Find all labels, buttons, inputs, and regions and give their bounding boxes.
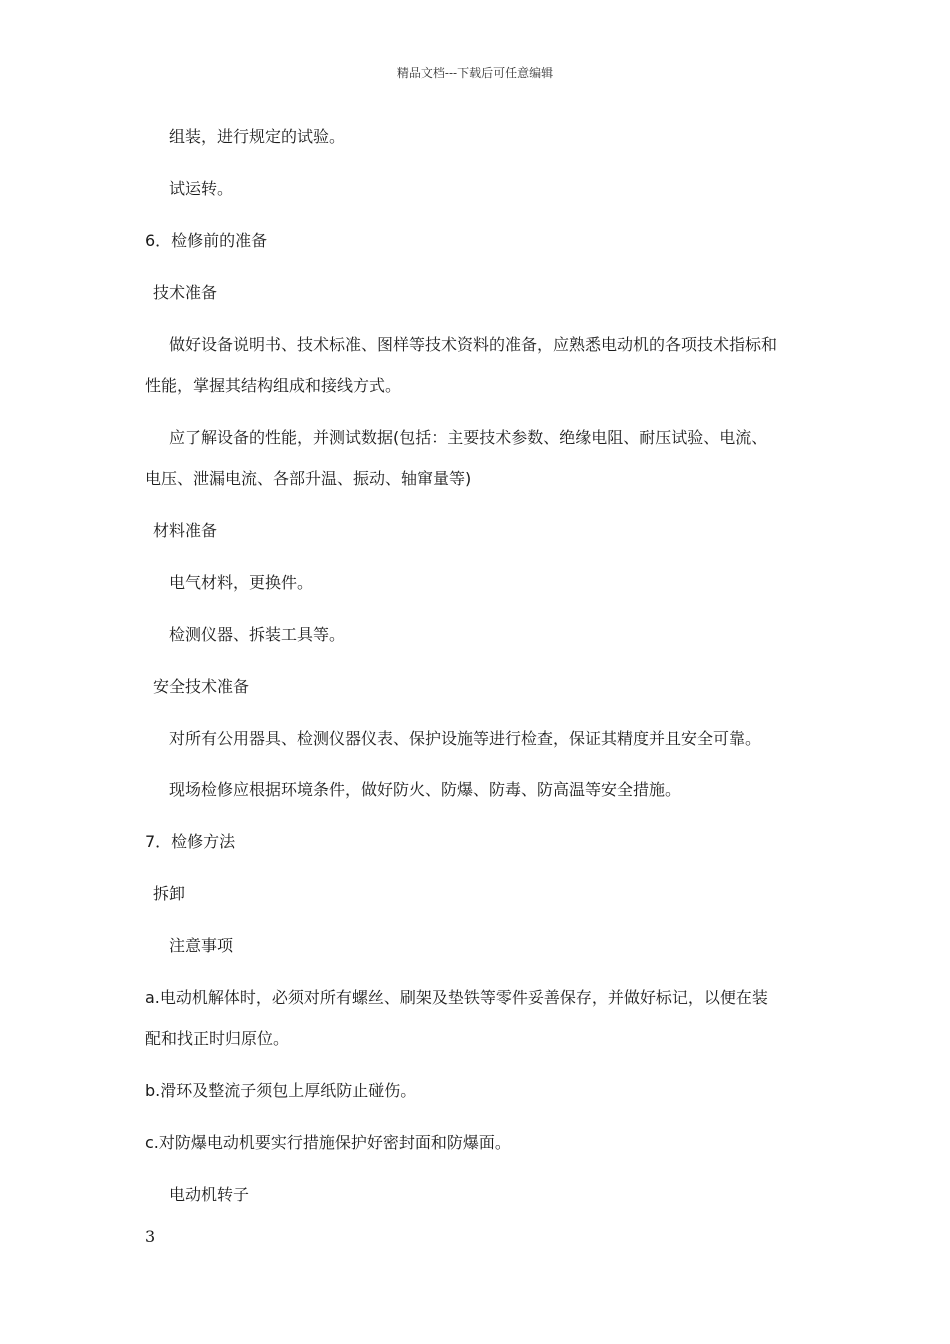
body-line: 电压、泄漏电流、各部升温、振动、轴窜量等): [145, 469, 472, 488]
body-line: 电气材料，更换件。: [169, 573, 314, 592]
subsection-heading: 安全技术准备: [153, 677, 250, 696]
body-line: 检测仪器、拆装工具等。: [169, 625, 346, 644]
list-item: a.电动机解体时，必须对所有螺丝、刷架及垫铁等零件妥善保存，并做好标记，以便在装: [145, 988, 768, 1007]
page-header: 精品文档---下载后可任意编辑: [396, 66, 554, 80]
body-line: 性能，掌握其结构组成和接线方式。: [145, 376, 402, 395]
body-line: 组装，进行规定的试验。: [169, 127, 346, 146]
body-line: 注意事项: [169, 936, 234, 955]
list-item: b.滑环及整流子须包上厚纸防止碰伤。: [145, 1081, 417, 1100]
subsection-heading: 材料准备: [153, 521, 218, 540]
section-heading: 7．检修方法: [145, 832, 236, 851]
list-item: c.对防爆电动机要实行措施保护好密封面和防爆面。: [145, 1133, 511, 1152]
body-line: 现场检修应根据环境条件，做好防火、防爆、防毒、防高温等安全措施。: [169, 780, 682, 799]
body-line: 对所有公用器具、检测仪器仪表、保护设施等进行检查，保证其精度并且安全可靠。: [169, 729, 762, 748]
section-heading: 6．检修前的准备: [145, 231, 268, 250]
body-line: 试运转。: [169, 179, 234, 198]
body-line: 电动机转子: [169, 1185, 250, 1204]
subsection-heading: 技术准备: [153, 283, 218, 302]
body-line: 做好设备说明书、技术标准、图样等技术资料的准备，应熟悉电动机的各项技术指标和: [169, 335, 778, 354]
subsection-heading: 拆卸: [153, 884, 186, 903]
body-line: 应了解设备的性能，并测试数据(包括：主要技术参数、绝缘电阻、耐压试验、电流、: [169, 428, 768, 447]
list-item-continuation: 配和找正时归原位。: [145, 1029, 290, 1048]
page-number: 3: [145, 1227, 156, 1246]
